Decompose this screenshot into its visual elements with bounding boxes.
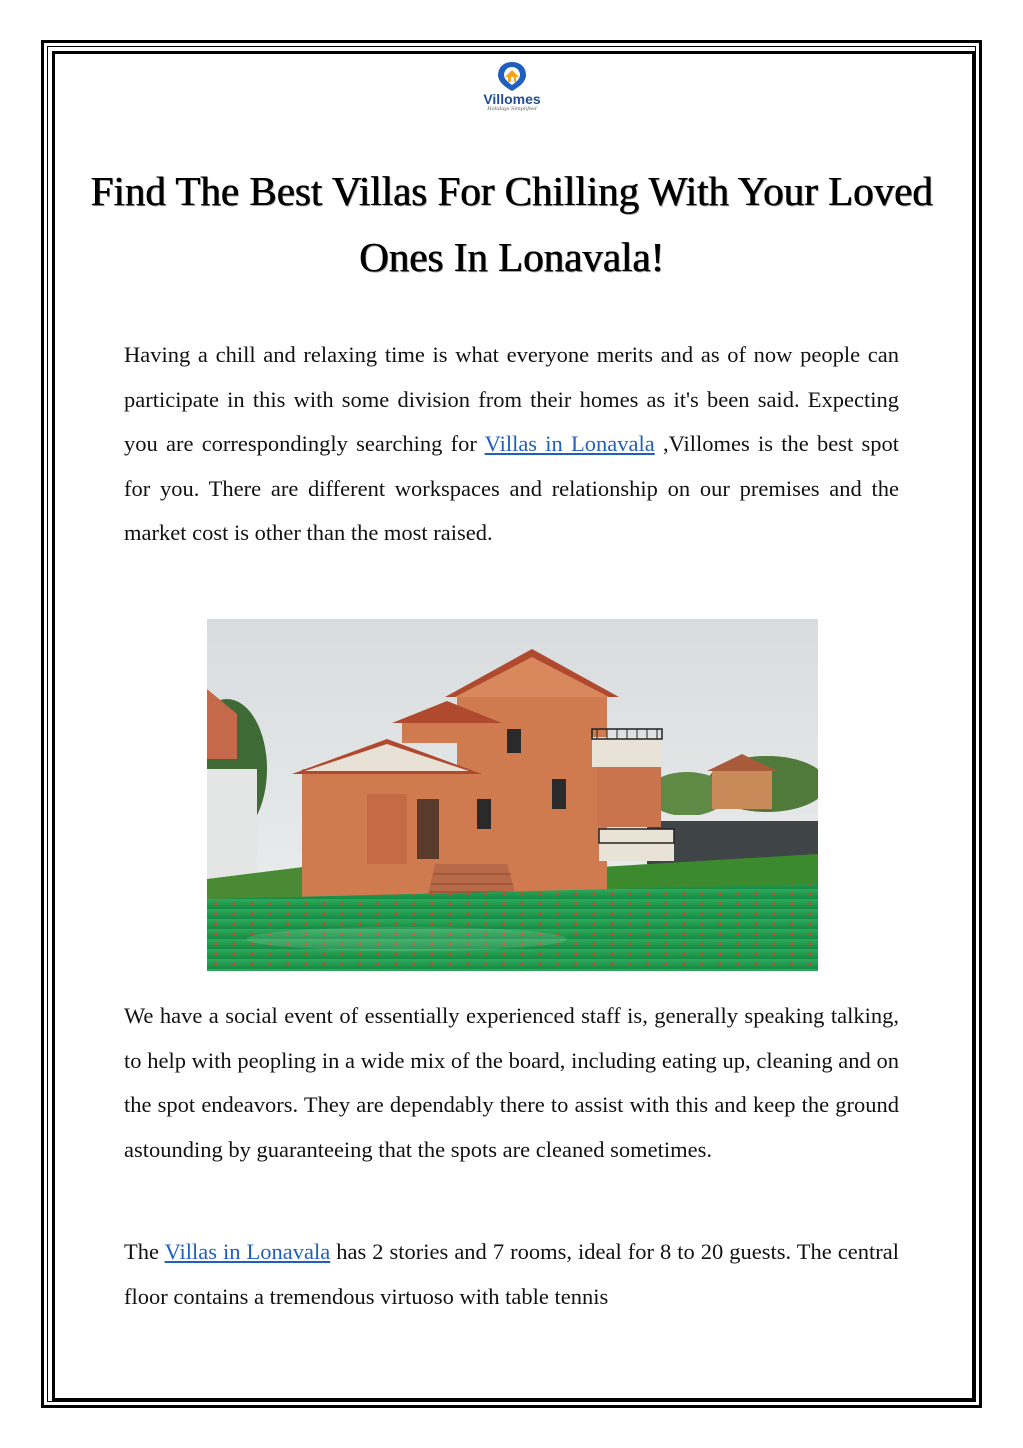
villas-in-lonavala-link[interactable]: Villas in Lonavala (484, 431, 655, 457)
logo-tagline: Holidays Simplified (487, 106, 537, 112)
intro-text-start: Having a chill and relaxing time is what everyone merits and as of now people can participate in this with some division from their homes as it's been said. Expecting you are correspondingly searching for (124, 342, 899, 457)
villa-details-paragraph (124, 1230, 899, 1319)
location-pin-house-icon (495, 60, 529, 92)
staff-paragraph: We have a social event of essentially experienced staff is, generally speaking talking, to help with peopling in a wide mix of the board, including eating up, cleaning and on the spot endeavors. They are dependably there to assist with this and keep the ground astounding by guaranteeing that the spots are cleaned sometimes. (124, 1003, 899, 1162)
villomes-logo[interactable] (470, 60, 554, 136)
details-text-start: The (124, 1239, 165, 1264)
page-title: Find The Best Villas For Chilling With Your Loved Ones In Lonavala! (90, 168, 933, 280)
villa-photo (207, 619, 818, 971)
villas-in-lonavala-link-2[interactable]: Villas in Lonavala (164, 1239, 331, 1264)
intro-paragraph (124, 333, 899, 556)
logo-brand-name: Villomes (483, 91, 541, 107)
details-text-end: has 2 stories and 7 rooms, ideal for 8 to 20 guests. The central floor contains a tremendous virtuoso with table tennis (124, 1239, 899, 1309)
intro-text-end: ,Villomes is the best spot for you. There are different workspaces and relationship on our premises and the market cost is other than the most raised. (124, 431, 899, 546)
